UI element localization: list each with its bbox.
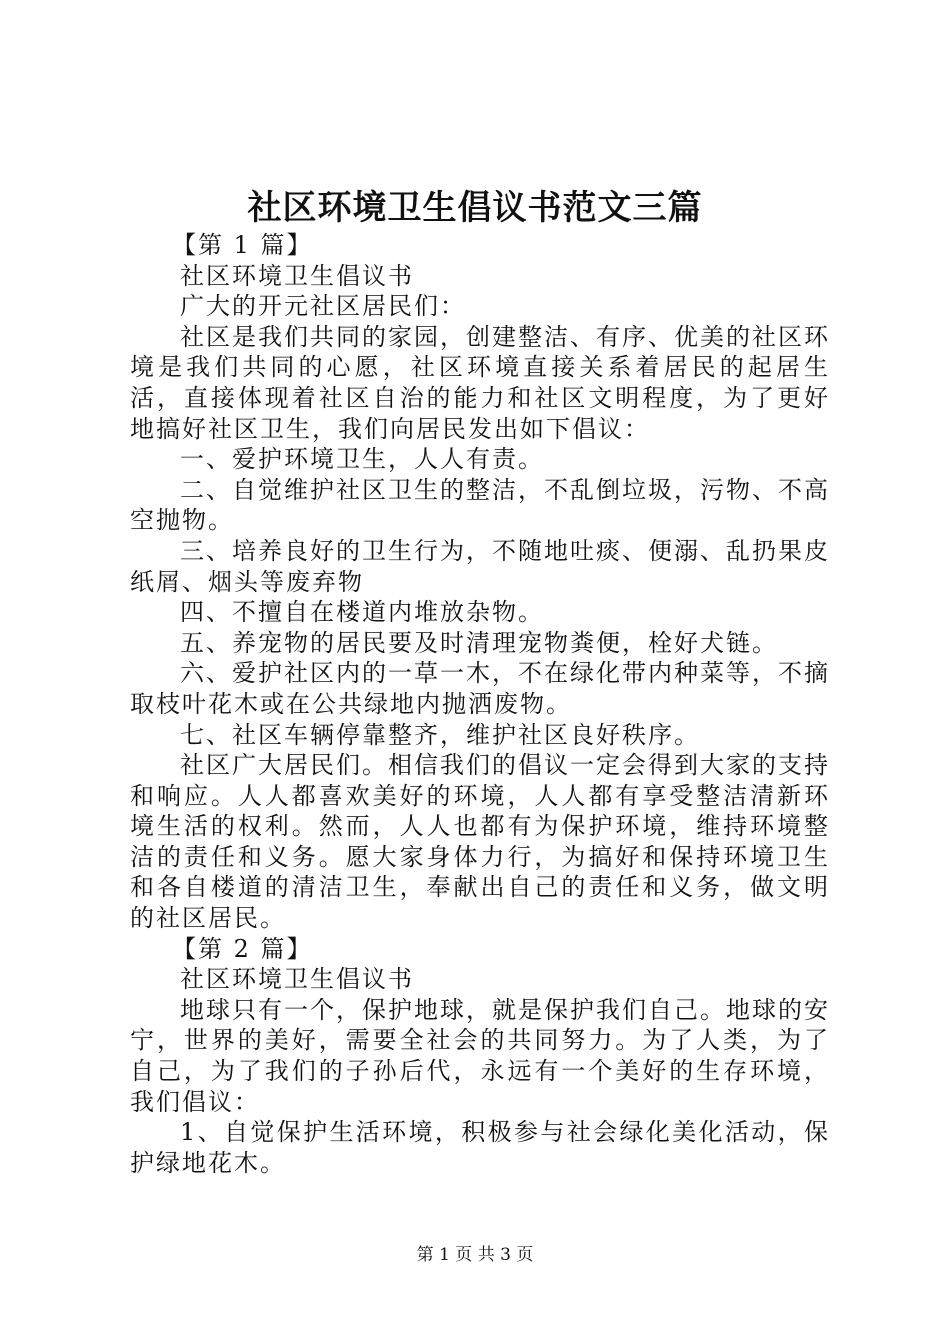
paragraph: 社区环境卫生倡议书	[180, 965, 414, 994]
paragraph: 社区是我们共同的家园，创建整洁、有序、优美的社区环境是我们共同的心愿，社区环境直接关系着居民的起居生活，直接体现着社区自治的能力和社区文明程度，为了更好地搞好社区卫生，我们向居民发出如下倡议：	[130, 322, 830, 443]
page-footer: 第 1 页 共 3 页	[416, 1245, 534, 1265]
document-title: 社区环境卫生倡议书范文三篇	[247, 188, 703, 228]
paragraph: 广大的开元社区居民们：	[180, 292, 466, 321]
section-heading: 【第 1 篇】	[172, 231, 313, 259]
paragraph: 七、社区车辆停靠整齐，维护社区良好秩序。	[180, 720, 700, 749]
paragraph: 二、自觉维护社区卫生的整洁，不乱倒垃圾，污物、不高空抛物。	[130, 475, 830, 535]
section-heading: 【第 2 篇】	[172, 934, 313, 963]
paragraph: 四、不擅自在楼道内堆放杂物。	[180, 598, 544, 627]
paragraph: 社区环境卫生倡议书	[180, 261, 414, 290]
paragraph: 六、爱护社区内的一草一木，不在绿化带内种菜等，不摘取枝叶花木或在公共绿地内抛洒废物。	[130, 659, 830, 718]
document-body	[130, 230, 830, 1178]
paragraph: 三、培养良好的卫生行为，不随地吐痰、便溺、乱扔果皮纸屑、烟头等废弃物	[130, 536, 830, 596]
paragraph: 1、自觉保护生活环境，积极参与社会绿化美化活动，保护绿地花木。	[130, 1118, 830, 1177]
paragraph: 一、爱护环境卫生，人人有责。	[180, 445, 544, 474]
paragraph: 五、养宠物的居民要及时清理宠物粪便，栓好犬链。	[180, 628, 778, 657]
paragraph: 社区广大居民们。相信我们的倡议一定会得到大家的支持和响应。人人都喜欢美好的环境，人人都有享受整洁清新环境生活的权利。然而，人人也都有为保护环境，维持环境整洁的责任和义务。愿大家身体力行，为搞好和保持环境卫生和各自楼道的清洁卫生，奉献出自己的责任和义务，做文明的社区居民。	[130, 751, 830, 933]
paragraph: 地球只有一个，保护地球，就是保护我们自己。地球的安宁，世界的美好，需要全社会的共同努力。为了人类，为了自己，为了我们的子孙后代，永远有一个美好的生存环境，我们倡议：	[130, 995, 830, 1116]
